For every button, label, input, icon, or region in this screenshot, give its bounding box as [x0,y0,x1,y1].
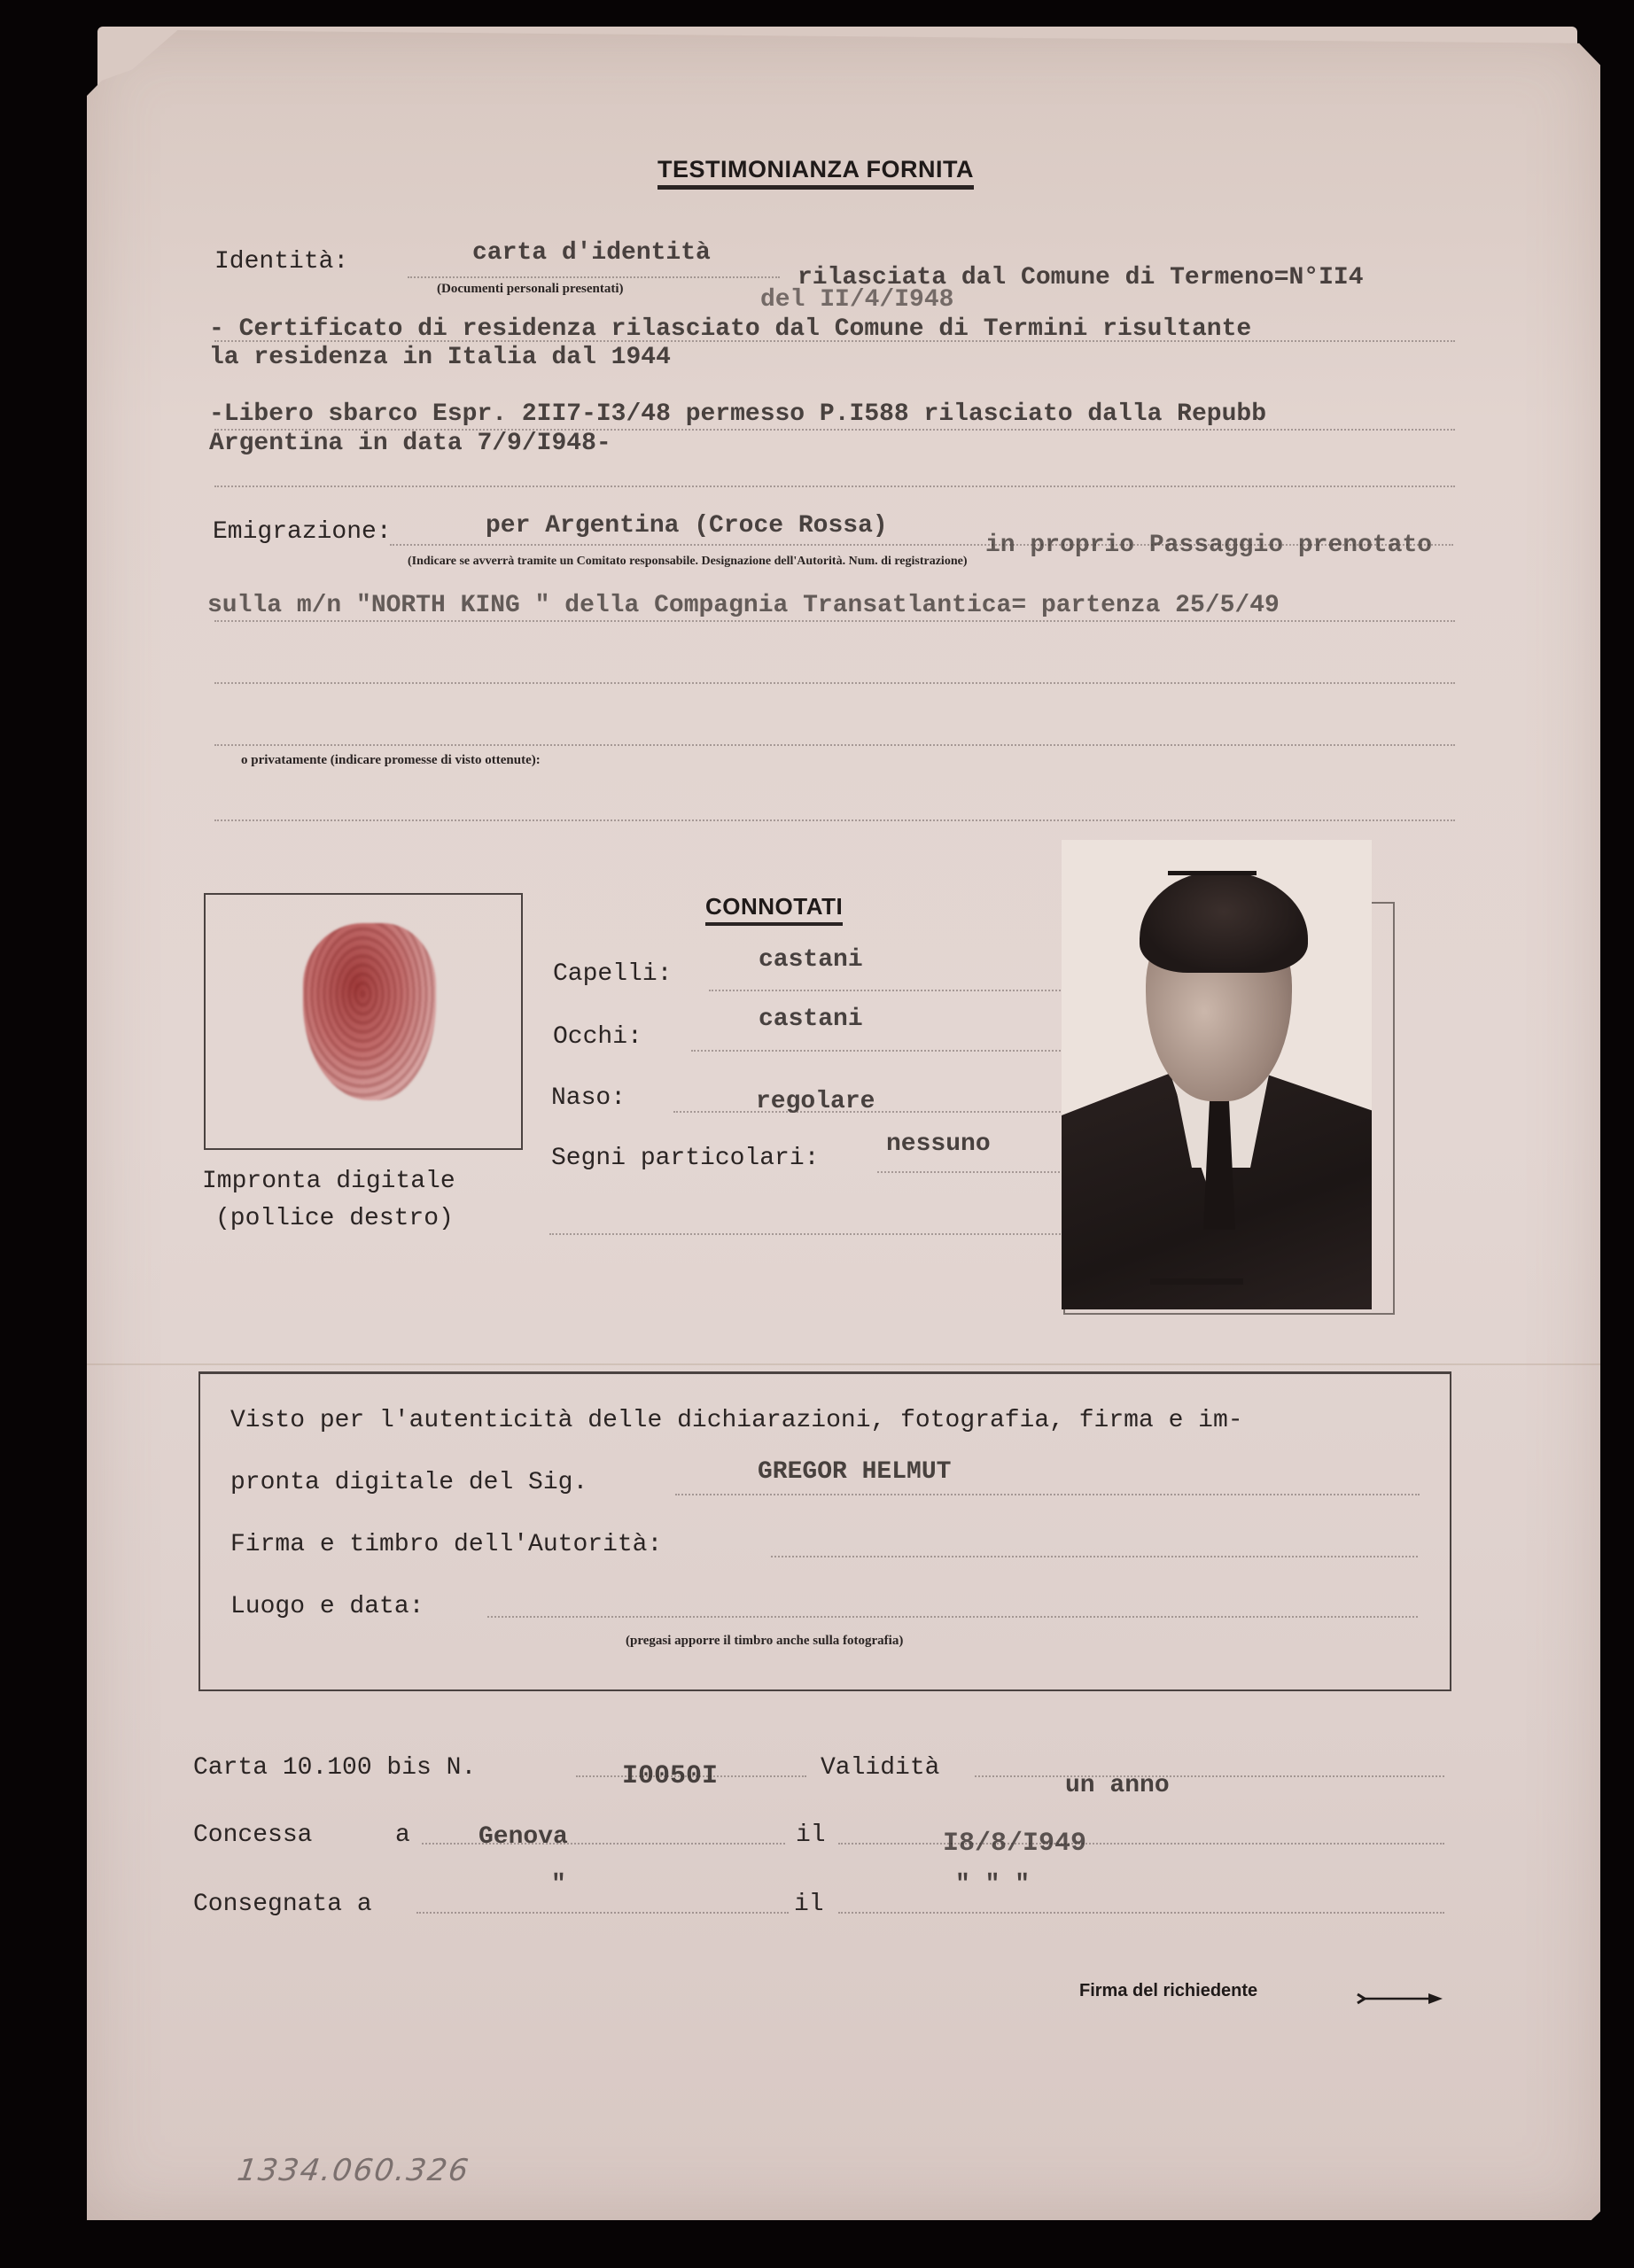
blank-dotline-4 [214,819,1455,821]
private-note: o privatamente (indicare promesse di visto ottenute): [241,753,541,767]
emigration-continuation: in proprio Passaggio prenotato [985,532,1433,559]
identity-hint: (Documenti personali presentati) [437,282,624,296]
eyes-dotline [691,1050,1063,1052]
fingerprint-mark [303,923,436,1100]
landing-line-1: -Libero sbarco Espr. 2II7-I3/48 permesso P.I588 rilasciato dalla Repubb [209,400,1266,428]
emigration-label: Emigrazione: [213,518,392,546]
delivered-date-dotline [838,1912,1444,1914]
place-date-label: Luogo e data: [230,1593,424,1620]
identity-value: carta d'identità [472,239,711,267]
certificate-line-2: la residenza in Italia dal 1944 [209,344,671,371]
granted-il: il [796,1821,826,1849]
marks-label: Segni particolari: [551,1145,820,1172]
card-number-label: Carta 10.100 bis N. [193,1754,477,1782]
granted-place-dotline [422,1843,785,1845]
document-title: TESTIMONIANZA FORNITA [657,156,974,190]
photo-stamp-mark-top [1168,871,1257,875]
validity-value: un anno [1065,1772,1170,1799]
blank-dotline-5 [549,1233,1063,1235]
hair-value: castani [759,946,863,974]
connotati-title: CONNOTATI [705,893,843,926]
identity-label: Identità: [214,248,349,276]
visto-line-2-label: pronta digitale del Sig. [230,1469,588,1496]
certificate-line-1: - Certificato di residenza rilasciato dal Comune di Termini risultante [209,315,1252,343]
emigration-value: per Argentina (Croce Rossa) [486,512,888,540]
granted-date: I8/8/I949 [943,1829,1087,1859]
fingerprint-caption-2: (pollice destro) [215,1205,454,1232]
authority-dotline [771,1556,1418,1557]
granted-place: Genova [479,1823,568,1851]
nose-value: regolare [756,1088,875,1115]
delivered-date: " " " [955,1871,1031,1899]
eyes-value: castani [759,1006,863,1033]
photo-stamp-mark-bottom [1150,1278,1243,1285]
validity-label: Validità [821,1754,940,1782]
identity-dotline [408,276,780,278]
granted-date-dotline [838,1843,1444,1845]
hair-dotline [709,990,1063,991]
granted-label: Concessa [193,1821,313,1849]
identity-issued-date: del II/4/I948 [760,286,954,314]
visto-line-1: Visto per l'autenticità delle dichiarazioni, fotografia, firma e im- [230,1407,1243,1434]
delivered-place: " [551,1871,566,1899]
archive-number: 1334.060.326 [235,2153,472,2188]
paper-fold [87,1363,1600,1365]
delivered-place-dotline [416,1912,789,1914]
eyes-label: Occhi: [553,1023,642,1051]
nose-dotline [673,1111,1063,1113]
blank-dotline-1 [214,485,1455,487]
granted-a: a [395,1821,410,1849]
emigration-ship-line: sulla m/n "NORTH KING " della Compagnia Transatlantica= partenza 25/5/49 [207,592,1280,619]
signature-label: Firma del richiedente [1079,1981,1258,2000]
place-date-dotline [487,1616,1418,1618]
landing-line-2: Argentina in data 7/9/I948- [209,430,611,457]
arrow-right-icon [1356,1992,1444,2005]
fingerprint-box [204,893,523,1150]
marks-value: nessuno [886,1130,991,1158]
stamp-note: (pregasi apporre il timbro anche sulla fotografia) [626,1634,904,1648]
blank-dotline-3 [214,744,1455,746]
person-name: GREGOR HELMUT [758,1458,952,1486]
name-dotline [675,1494,1420,1495]
fingerprint-caption-1: Impronta digitale [202,1168,455,1195]
authority-label: Firma e timbro dell'Autorità: [230,1531,663,1558]
delivered-label: Consegnata a [193,1891,372,1918]
ship-dotline [214,620,1455,622]
card-number-value: I0050I [622,1761,719,1791]
portrait-photo [1062,840,1372,1309]
emigration-hint: (Indicare se avverrà tramite un Comitato responsabile. Designazione dell'Autorità. Num. di registrazione) [408,555,968,568]
nose-label: Naso: [551,1084,626,1112]
hair-label: Capelli: [553,960,673,988]
delivered-il: il [794,1891,824,1918]
photo-hair [1140,871,1308,973]
identity-issued: rilasciata dal Comune di Termeno=N°II4 [798,264,1364,291]
blank-dotline-2 [214,682,1455,684]
marks-dotline [877,1171,1063,1173]
validity-dotline [975,1775,1444,1777]
